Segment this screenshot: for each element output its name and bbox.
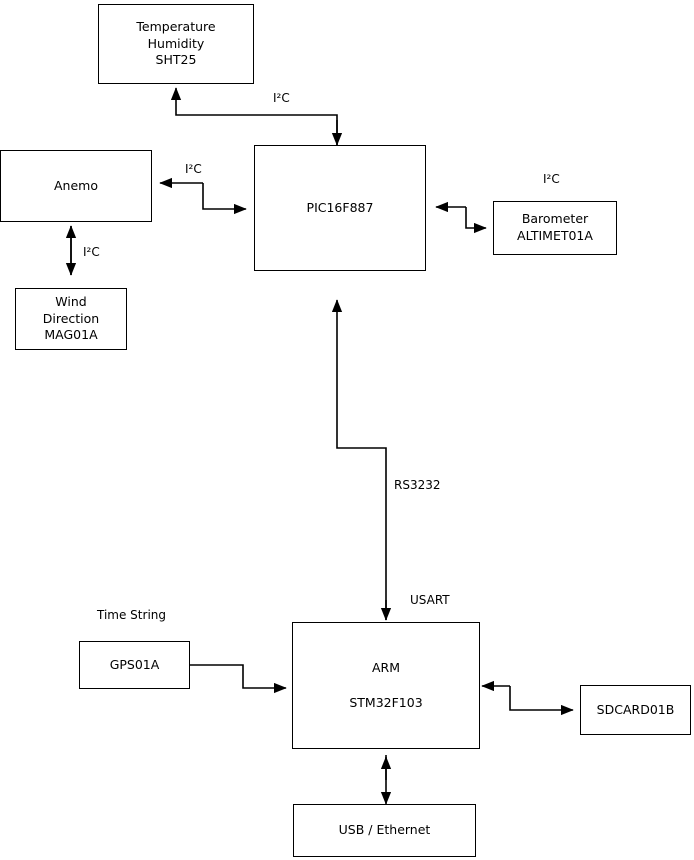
node-sdcard01b-label: SDCARD01B — [596, 701, 675, 717]
node-wind-direction[interactable] — [15, 288, 127, 350]
connector-arm-to-sdcard — [482, 686, 573, 710]
edge-label-rs3232: RS3232 — [394, 478, 441, 492]
node-barometer-line-2: ALTIMET01A — [517, 228, 593, 243]
node-sht25[interactable] — [98, 4, 254, 84]
node-sht25-line-2: Humidity — [147, 35, 205, 51]
node-barometer-line-1: Barometer — [521, 211, 589, 227]
edge-label-usart: USART — [410, 593, 450, 607]
node-barometer[interactable] — [493, 201, 617, 255]
node-sht25-line-3: SHT25 — [155, 52, 197, 68]
node-anemo[interactable] — [0, 150, 152, 222]
node-gps01a-label: GPS01A — [109, 656, 160, 672]
node-pic16f887-label: PIC16F887 — [306, 199, 374, 215]
connector-gps-to-arm — [190, 665, 286, 688]
node-arm-line-2: STM32F103 — [349, 694, 423, 710]
node-usb-ethernet-label: USB / Ethernet — [338, 822, 431, 838]
node-pic16f887[interactable] — [254, 145, 426, 271]
edge-label-i2c-winddir: I²C — [83, 245, 100, 259]
connector-arm-to-pic — [337, 300, 386, 620]
node-arm-line-1: ARM — [371, 659, 401, 675]
connector-pic-to-barometer — [436, 207, 486, 228]
edge-label-time-string: Time String — [97, 608, 166, 622]
node-wind-direction-line-3: MAG01A — [44, 327, 98, 343]
edge-label-i2c-sht25: I²C — [273, 91, 290, 105]
node-gps01a[interactable] — [79, 641, 190, 689]
node-sdcard01b[interactable] — [580, 685, 691, 735]
connector-pic-to-sht25 — [176, 88, 337, 145]
edge-label-i2c-anemo: I²C — [185, 162, 202, 176]
node-anemo-label: Anemo — [54, 177, 98, 193]
node-arm-stm32f103[interactable] — [292, 622, 480, 749]
node-wind-direction-line-2: Direction — [42, 310, 100, 326]
node-wind-direction-line-1: Wind — [55, 293, 87, 309]
connector-anemo-to-pic — [160, 183, 246, 209]
node-sht25-line-1: Temperature — [136, 18, 216, 34]
node-usb-ethernet[interactable] — [293, 804, 476, 857]
edge-label-i2c-barometer: I²C — [543, 172, 560, 186]
